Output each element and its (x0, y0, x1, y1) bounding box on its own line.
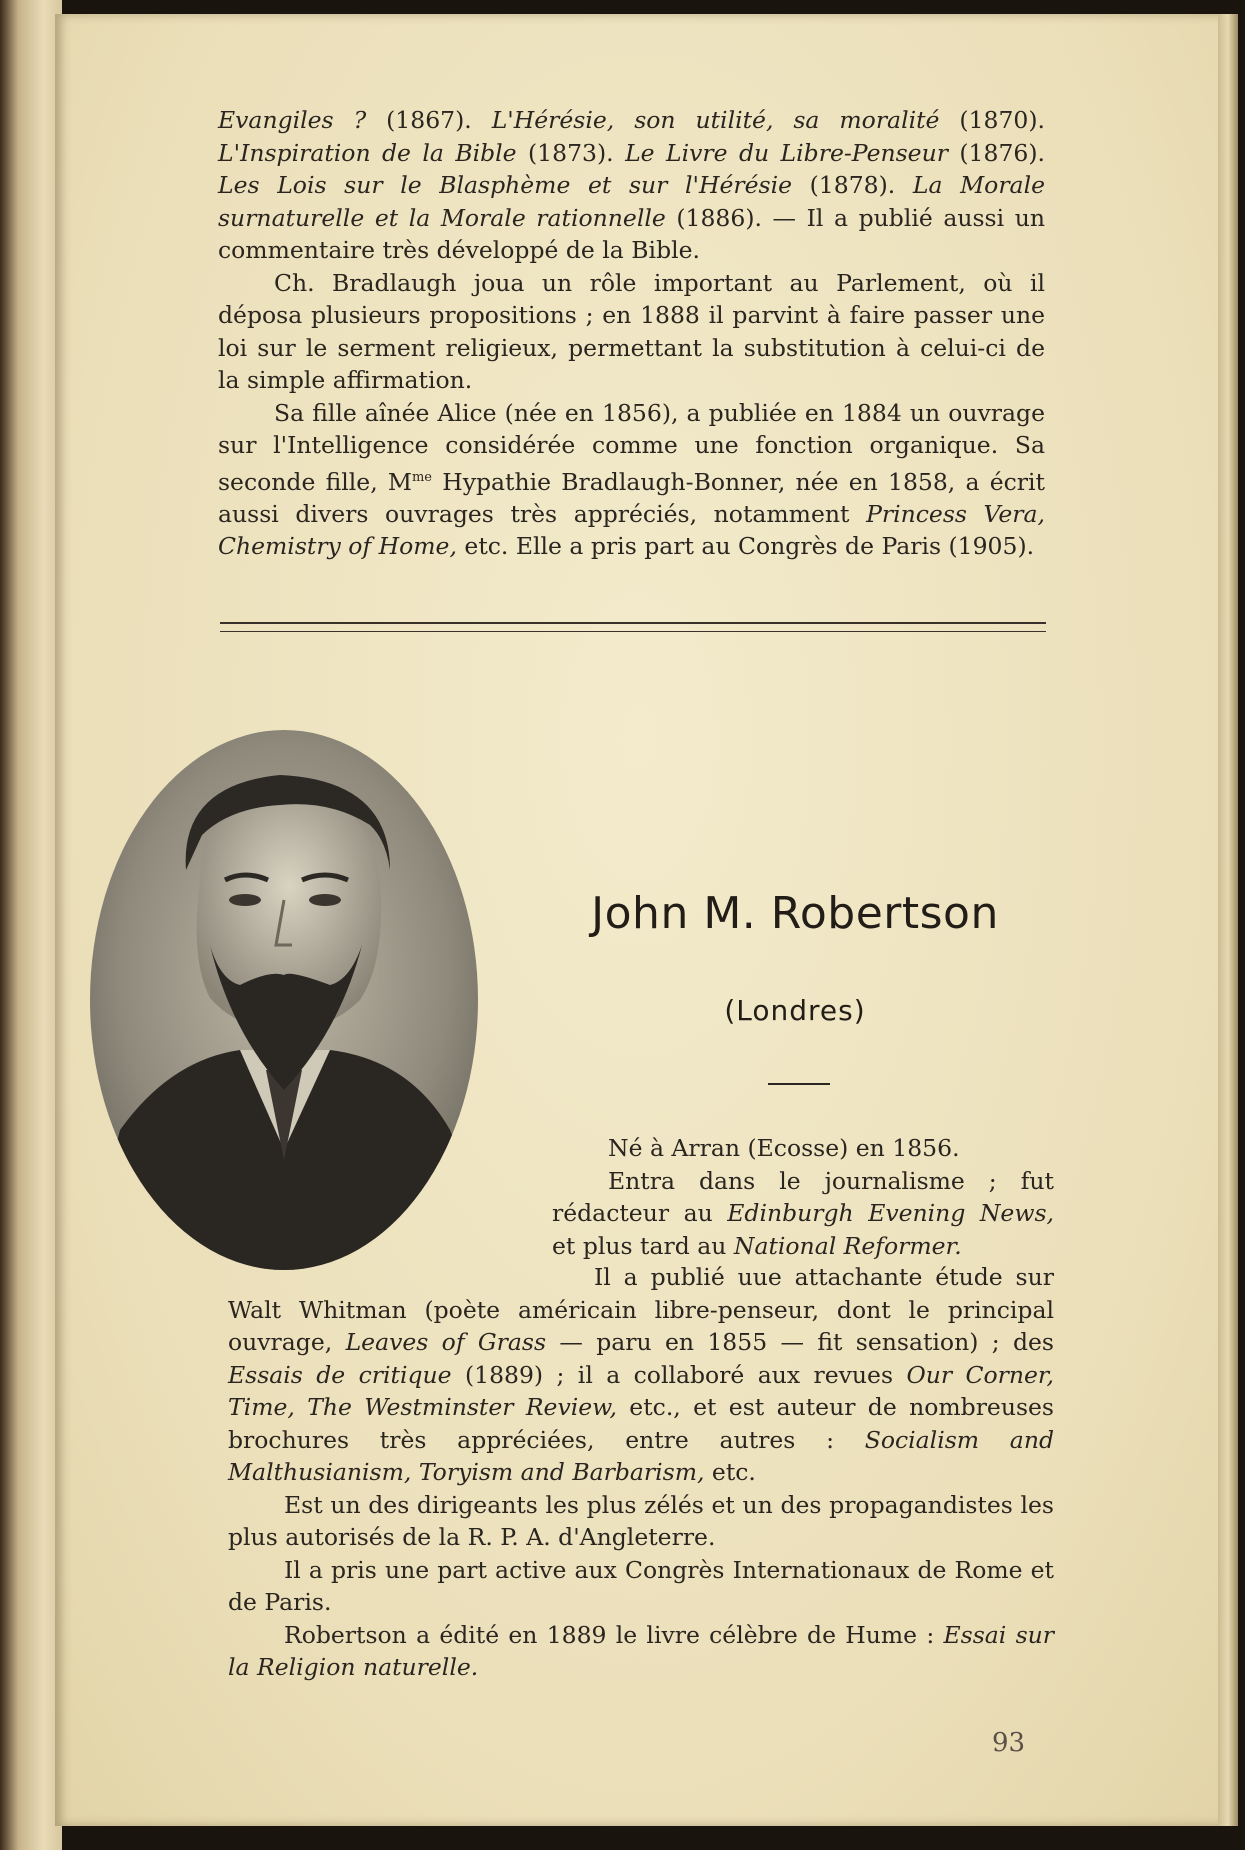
birth-paragraph: Né à Arran (Ecosse) en 1856. (608, 1134, 960, 1162)
section-divider-top (220, 622, 1046, 624)
biography-title: John M. Robertson (591, 888, 999, 939)
section-divider-bottom (220, 631, 1046, 632)
publications-paragraph: Il a publié uue attachante étude sur Walt Whitman (poète américain libre-penseur, dont le principal ouvrage, Leaves of Grass — paru en 1855 — fit sensation) ; des Essais de critique (1889) ; il a collaboré aux revues Our Corner, Time, The Westminster Review, etc., et est auteur de nombreuses brochures très appréciées, entre autres : Socialism and Malthusianism, Toryism and Barbarism, etc. (228, 1263, 1054, 1486)
biography-intro (552, 1132, 1054, 1262)
biography-location: (Londres) (724, 994, 866, 1027)
works-paragraph: Evangiles ? (1867). L'Hérésie, son utilité, sa moralité (1870). L'Inspiration de la Bible (1873). Le Livre du Libre-Penseur (1876). Les Lois sur le Blasphème et sur l'Hérésie (1878). La Morale surnaturelle et la Morale rationnelle (1886). — Il a publié aussi un commentaire très développé de la Bible. (218, 106, 1046, 264)
daughters-paragraph: Sa fille aînée Alice (née en 1856), a publiée en 1884 un ouvrage sur l'Intelligence considérée comme une fonction organique. Sa seconde fille, $M^{me}$ Hypathie Bradlaugh-Bonner, née en 1858, a écrit aussi divers ouvrages très appréciés, notamment Princess Vera, Chemistry of Home, etc. Elle a pris part au Congrès de Paris (1905). (218, 398, 1045, 561)
congress-paragraph: Il a pris une part active aux Congrès Internationaux de Rome et de Paris. (228, 1555, 1054, 1616)
rpa-paragraph: Est un des dirigeants les plus zélés et un des propagandistes les plus autorisés de la R. P. A. d'Angleterre. (228, 1490, 1054, 1551)
biography-body (228, 1261, 1054, 1684)
book-spine (0, 0, 62, 1850)
journalism-paragraph: Entra dans le journalisme ; fut rédacteur au Edinburgh Evening News, et plus tard au National Reformer. (552, 1166, 1054, 1260)
page-edge (1218, 14, 1238, 1826)
parliament-paragraph: Ch. Bradlaugh joua un rôle important au Parlement, où il déposa plusieurs propositions ; en 1888 il parvint à faire passer une loi sur le serment religieux, permettant la substitution à celui-ci de la simple affirmation. (218, 268, 1045, 394)
title-separator (768, 1083, 830, 1085)
continued-article (218, 104, 1045, 563)
hume-paragraph: Robertson a édité en 1889 le livre célèbre de Hume : Essai sur la Religion naturelle. (228, 1620, 1054, 1681)
portrait-photo (90, 730, 478, 1270)
page-number: 93 (992, 1728, 1026, 1758)
